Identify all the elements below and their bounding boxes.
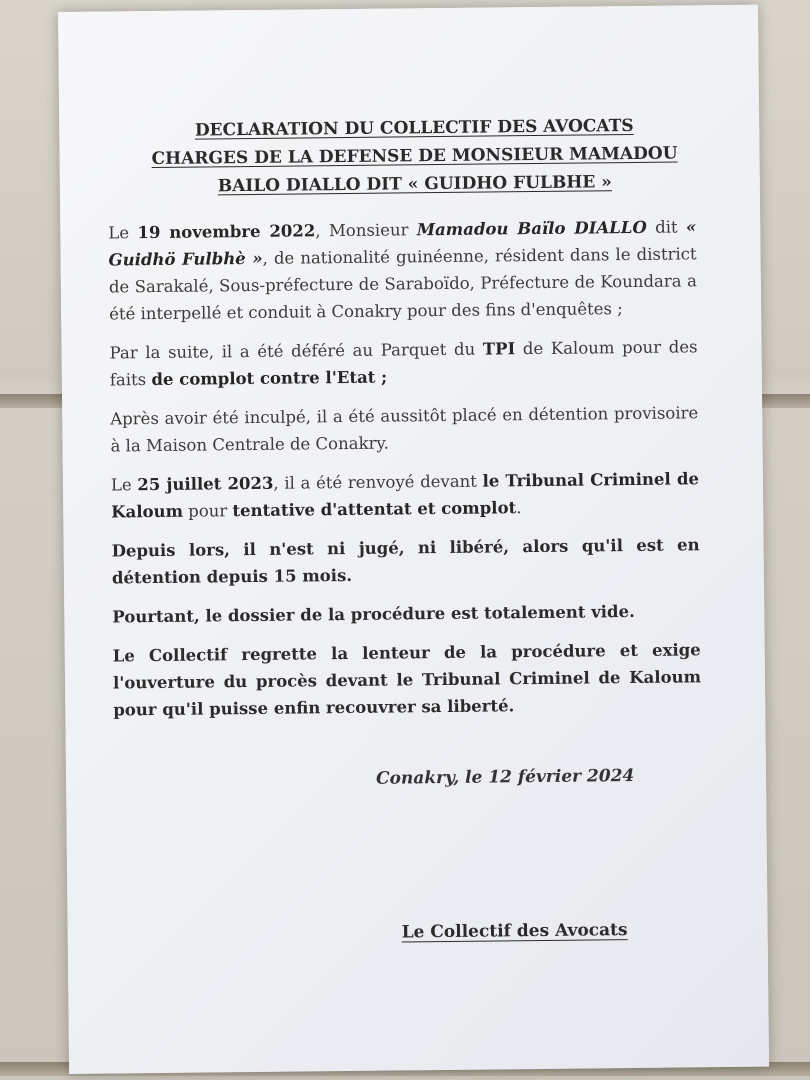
p1-text-3: dit [646, 217, 687, 237]
p1-nickname: « Guidhö Fulbhè » [108, 217, 697, 270]
paragraph-2 [109, 333, 698, 393]
p4-text-2: , il a été renvoyé devant [273, 471, 483, 493]
p4-tribunal: le Tribunal Criminel de Kaloum [111, 469, 700, 522]
p1-date: 19 novembre 2022 [137, 221, 316, 243]
p4-date: 25 juillet 2023 [137, 473, 274, 495]
p2-text-1: Par la suite, il a été déféré au Parquet du [109, 339, 483, 363]
place-date: Conakry, le 12 février 2024 [375, 766, 635, 789]
p1-text-2: , Monsieur [315, 220, 417, 241]
paragraph-3: Après avoir été inculpé, il a été aussitôt placé en détention provisoire à la Maison Centrale de Conakry. [110, 403, 699, 456]
p4-text-1: Le [110, 475, 138, 495]
p1-name: Mamadou Baïlo DIALLO [416, 217, 647, 240]
signature: Le Collectif des Avocats [401, 920, 628, 943]
p2-tpi: TPI [482, 339, 516, 359]
p4-charge: tentative d'attentat et complot [232, 498, 517, 521]
paragraph-4 [111, 465, 700, 525]
paragraph-1 [108, 213, 697, 327]
document-body [108, 213, 701, 735]
p4-text-3: pour [182, 501, 233, 521]
p4-text-4: . [516, 498, 522, 518]
p2-charge: de complot contre l'Etat ; [151, 367, 388, 390]
paragraph-5: Depuis lors, il n'est ni jugé, ni libéré, alors qu'il est en détention depuis 15 mois. [111, 535, 700, 588]
paragraph-7: Le Collectif regrette la lenteur de la procédure et exige l'ouverture du procès devant le Tribunal Criminel de Kaloum pour qu'il puisse enfin recouvrer sa liberté. [112, 640, 702, 720]
p2-text-2: de Kaloum pour des faits [109, 337, 698, 390]
p1-text-1: Le [108, 223, 138, 243]
paper-sheet [58, 5, 769, 1074]
title-line-3: BAILO DIALLO DIT « GUIDHO FULBHE » [217, 172, 612, 197]
title-line-1: DECLARATION DU COLLECTIF DES AVOCATS [194, 115, 634, 141]
title-line-2: CHARGES DE LA DEFENSE DE MONSIEUR MAMADOU [151, 143, 678, 170]
document-title [119, 111, 710, 201]
paragraph-6: Pourtant, le dossier de la procédure est totalement vide. [112, 601, 635, 627]
p1-text-4: , de nationalité guinéenne, résident dans le district de Sarakalé, Sous-préfecture de Saraboïdo, Préfecture de Koundara a été interpellé et conduit à Conakry pour des fins d'enquêtes ; [108, 244, 697, 324]
